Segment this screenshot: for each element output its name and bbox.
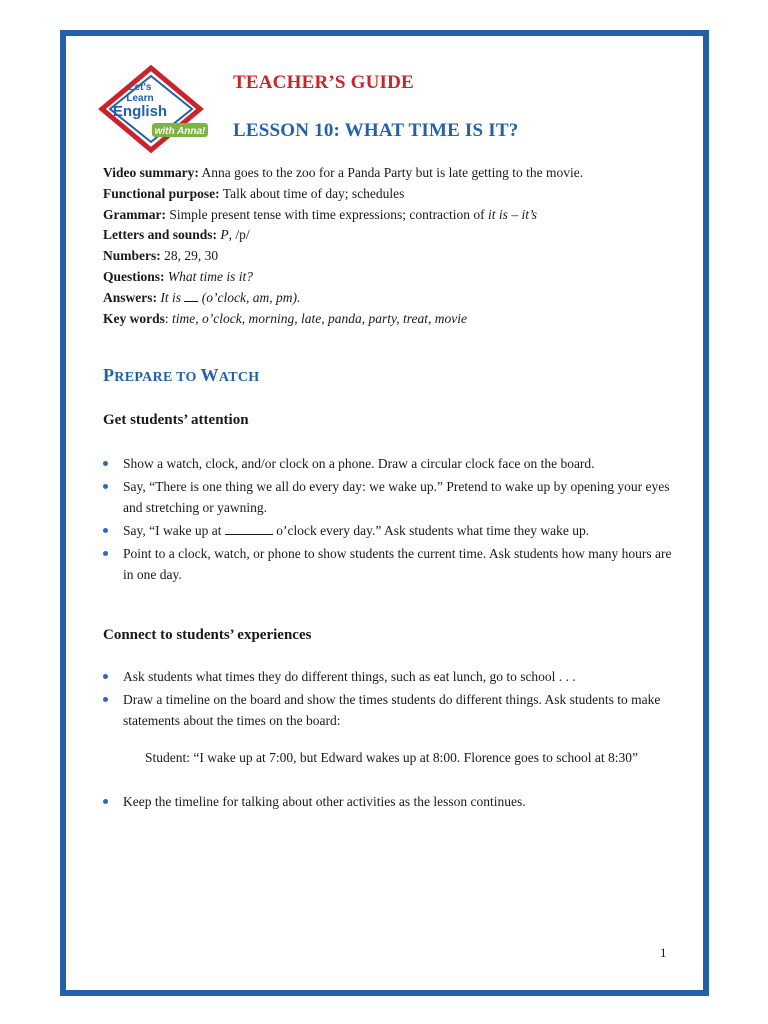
bullet-icon (103, 799, 108, 804)
lesson-title: LESSON 10: WHAT TIME IS IT? (233, 120, 519, 141)
attention-b3-post: o’clock every day.” Ask students what time they wake up. (272, 523, 590, 538)
list-item (103, 520, 683, 541)
bullet-icon (103, 461, 108, 466)
keywords-colon: : (164, 310, 173, 326)
answers-blank (184, 289, 198, 302)
grammar-label: Grammar: (103, 206, 166, 222)
summary-letters (103, 225, 683, 246)
summary-purpose (103, 184, 683, 205)
questions-label: Questions: (103, 268, 165, 284)
connect-b1: Ask students what times they do different things, such as eat lunch, go to school . . . (123, 669, 576, 684)
connect-b3: Keep the timeline for talking about other activities as the lesson continues. (123, 794, 526, 809)
summary-answers (103, 288, 683, 309)
attention-heading: Get students’ attention (103, 412, 249, 428)
bullet-icon (103, 697, 108, 702)
numbers-text: 28, 29, 30 (160, 248, 219, 264)
list-item (103, 666, 683, 687)
wake-up-blank (225, 522, 273, 535)
heading-p: P (103, 365, 115, 385)
connect-heading: Connect to students’ experiences (103, 627, 312, 643)
answers-label: Answers: (103, 289, 157, 305)
list-item (103, 791, 683, 812)
connect-list (103, 666, 683, 733)
questions-text: What time is it? (167, 268, 254, 284)
video-text: Anna goes to the zoo for a Panda Party but is late getting to the movie. (198, 165, 584, 180)
attention-b2: Say, “There is one thing we all do every day: we wake up.” Pretend to wake up by opening your eyes and stretching or yawning. (123, 479, 670, 515)
lets-learn-english-logo (88, 64, 214, 154)
attention-b4: Point to a clock, watch, or phone to show students the current time. Ask students how many hours are in one day. (123, 546, 672, 582)
heading-rest1: REPARE TO (114, 370, 201, 385)
student-example: Student: “I wake up at 7:00, but Edward wakes up at 8:00. Florence goes to school at 8:30” (145, 750, 639, 765)
answers-post: (o’clock, am, pm). (198, 289, 301, 305)
list-item (103, 543, 683, 585)
numbers-label: Numbers: (103, 248, 161, 264)
logo-tag: with Anna! (154, 126, 206, 137)
purpose-text: Talk about time of day; schedules (219, 185, 405, 201)
list-item (103, 453, 683, 474)
summary-questions (103, 267, 683, 288)
purpose-label: Functional purpose: (103, 185, 220, 201)
video-label: Video summary: (103, 165, 199, 180)
bullet-icon (103, 528, 108, 533)
connect-b2: Draw a timeline on the board and show the times students do different things. Ask students to make statements about the times on the board: (123, 692, 661, 728)
list-item (103, 689, 683, 731)
heading-rest2: ATCH (218, 370, 260, 385)
guide-title: TEACHER’S GUIDE (233, 72, 414, 93)
list-item (103, 476, 683, 518)
letters-sound: , /p/ (228, 227, 250, 243)
bullet-icon (103, 674, 108, 679)
attention-b1: Show a watch, clock, and/or clock on a phone. Draw a circular clock face on the board. (123, 456, 595, 471)
keywords-label: Key words (103, 310, 165, 326)
grammar-it-is: it is (488, 206, 508, 222)
summary-numbers (103, 246, 683, 267)
heading-w: W (200, 365, 219, 385)
keywords-text: time, o’clock, morning, late, panda, party, treat, movie (172, 310, 467, 326)
logo-line1: Let's (128, 82, 152, 93)
connect-list-2 (103, 791, 683, 814)
grammar-text: Simple present tense with time expressions; contraction of (165, 206, 489, 222)
grammar-dash: – (507, 206, 522, 222)
logo-line2: Learn (126, 93, 154, 104)
letters-p: P (217, 227, 229, 243)
bullet-icon (103, 484, 108, 489)
logo-line3: English (112, 103, 168, 120)
bullet-icon (103, 551, 108, 556)
page-number: 1 (660, 945, 667, 960)
attention-list (103, 453, 683, 587)
answers-pre: It is (160, 289, 182, 305)
lesson-summary (103, 163, 683, 329)
prepare-to-watch-heading (103, 365, 259, 386)
summary-grammar (103, 205, 683, 226)
summary-keywords (103, 309, 683, 330)
attention-b3-pre: Say, “I wake up at (123, 523, 225, 538)
letters-label: Letters and sounds: (103, 227, 218, 243)
grammar-its: it’s (521, 206, 537, 222)
summary-video (103, 163, 683, 184)
